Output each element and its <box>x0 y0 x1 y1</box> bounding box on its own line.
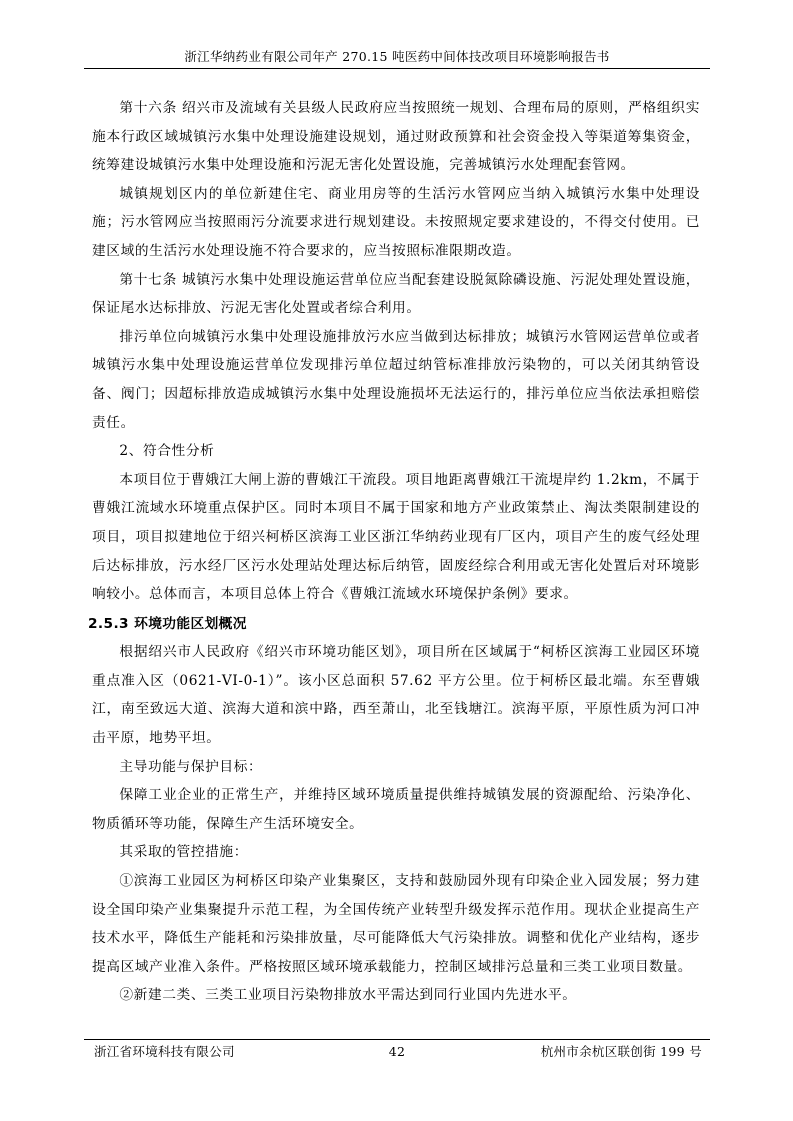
footer-address: 杭州市余杭区联创街 199 号 <box>540 1044 702 1059</box>
paragraph-compliance-analysis: 本项目位于曹娥江大闸上游的曹娥江干流段。项目地距离曹娥江干流堤岸约 1.2km，不属于曹娥江流域水环境重点保护区。同时本项目不属于国家和地方产业政策禁止、淘汰类限制建设的项目，项目拟建地位于绍兴柯桥区滨海工业区浙江华纳药业现有厂区内，项目产生的废气经处理后达标排放，污水经厂区污水处理站处理达标后纳管，固废经综合利用或无害化处置后对环境影响较小。总体而言，本项目总体上符合《曹娥江流域水环境保护条例》要求。 <box>92 471 700 603</box>
paragraph-article-17: 第十七条 城镇污水集中处理设施运营单位应当配套建设脱氮除磷设施、污泥处理处置设施，保证尾水达标排放、污泥无害化处置或者综合利用。 <box>92 271 700 317</box>
paragraph-main-function: 保障工业企业的正常生产，并维持区域环境质量提供维持城镇发展的资源配给、污染净化、物质循环等功能，保障生产生活环境安全。 <box>92 787 700 832</box>
section-heading: 2.5.3 环境功能区划概况 <box>88 615 247 632</box>
paragraph-measure-2: ②新建二类、三类工业项目污染物排放水平需达到同行业国内先进水平。 <box>119 987 577 1004</box>
paragraph-compliance-heading: 2、符合性分析 <box>119 443 215 460</box>
page-number: 42 <box>388 1044 406 1059</box>
page-header <box>84 48 710 66</box>
header-title: 浙江华纳药业有限公司年产 270.15 吨医药中间体技改项目环境影响报告书 <box>184 49 610 64</box>
paragraph-measure-1: ①滨海工业园区为柯桥区印染产业集聚区，支持和鼓励园外现有印染企业入园发展；努力建设全国印染产业集聚提升示范工程，为全国传统产业转型升级发挥示范作用。现状企业提高生产技术水平，降低生产能耗和污染排放量，尽可能降低大气污染排放。调整和优化产业结构，逐步提高区域产业准入条件。严格按照区域环境承载能力，控制区域排污总量和三类工业项目数量。 <box>92 873 700 975</box>
header-divider <box>84 68 710 69</box>
paragraph-article-16: 第十六条 绍兴市及流域有关县级人民政府应当按照统一规划、合理布局的原则，严格组织实施本行政区域城镇污水集中处理设施建设规划，通过财政预算和社会资金投入等渠道筹集资金，统筹建设城镇污水集中处理设施和污泥无害化处置设施，完善城镇污水处理配套管网。 <box>92 100 700 174</box>
paragraph-discharge-units: 排污单位向城镇污水集中处理设施排放污水应当做到达标排放；城镇污水管网运营单位或者城镇污水集中处理设施运营单位发现排污单位超过纳管标准排放污染物的，可以关闭其纳管设备、阀门；因超标排放造成城镇污水集中处理设施损坏无法运行的，排污单位应当依法承担赔偿责任。 <box>92 328 700 431</box>
paragraph-urban-planning: 城镇规划区内的单位新建住宅、商业用房等的生活污水管网应当纳入城镇污水集中处理设施；污水管网应当按照雨污分流要求进行规划建设。未按照规定要求建设的，不得交付使用。已建区域的生活污水处理设施不符合要求的，应当按照标准限期改造。 <box>92 185 700 259</box>
document-body <box>88 94 700 1010</box>
paragraph-main-function-label: 主导功能与保护目标： <box>119 758 263 775</box>
paragraph-zoning: 根据绍兴市人民政府《绍兴市环境功能区划》，项目所在区域属于“柯桥区滨海工业园区环境重点准入区（0621-VI-0-1）”。该小区总面积 57.62 平方公里。位于柯桥区最北端。东至曹娥江，南至致远大道、滨海大道和滨中路，西至萧山，北至钱塘江。滨海平原，平原性质为河口冲击平原，地势平坦。 <box>92 644 700 747</box>
footer-company: 浙江省环境科技有限公司 <box>94 1044 235 1059</box>
footer-divider <box>84 1039 710 1040</box>
paragraph-control-measures-label: 其采取的管控措施： <box>119 844 248 861</box>
